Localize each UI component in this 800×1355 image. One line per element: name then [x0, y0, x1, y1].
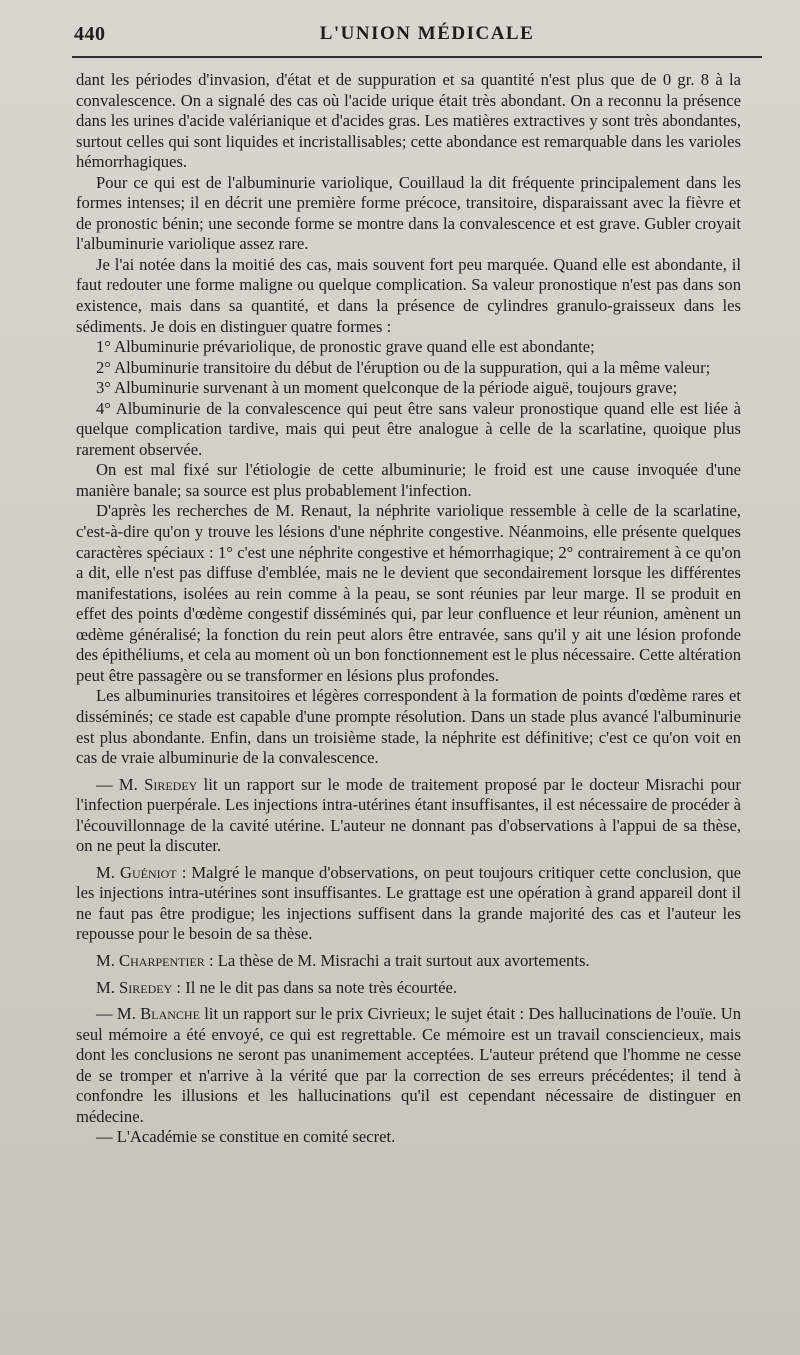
speaker-name: M. Siredey: [96, 977, 173, 997]
paragraph-gueniot: M. Guéniot : Malgré le manque d'observations, on peut toujours critiquer cette conclusion, que les injections intra-utérines sont insuffisantes. Le grattage est une opération à grand appareil dont il ne faut pas être prodigue; les injections suffisent dans la grande majorité des cas et l'auteur les repousse pour le besoin de sa thèse.: [76, 862, 741, 944]
paragraph: D'après les recherches de M. Renaut, la néphrite variolique ressemble à celle de la scarlatine, c'est-à-dire qu'on y trouve les lésions d'une néphrite congestive. Néanmoins, elle présente quelques caractères spéciaux : 1° c'est une néphrite congestive et hémorrhagique; 2° contrairement à ce qu'on a dit, elle n'est pas diffuse d'emblée, mais ne le devient que secondairement lorsque les différentes manifestations, isolées au rein comme à la peau, se sont réunies par leur marge. Il se produit en effet des points d'œdème congestif disséminés qui, par leur confluence et leur réunion, amènent un œdème généralisé; la fonction du rein peut alors être entravée, sans qu'il y ait une lésion profonde des épithéliums, et cela au moment où un bon fonctionnement est le plus nécessaire. Cette altération peut être passagère ou se transformer en lésions plus profondes.: [76, 501, 741, 685]
page-number: 440: [74, 22, 106, 45]
paragraph: Les albuminuries transitoires et légères correspondent à la formation de points d'œdème rares et disséminés; ce stade est capable d'une prompte résolution. Dans un stade plus avancé l'albuminurie est plus abondante. Enfin, dans un troisième stade, la néphrite est définitive; c'est ce qu'on voit en cas de vraie albuminurie de la convalescence.: [76, 686, 741, 768]
speaker-name: M. Guéniot: [96, 862, 177, 882]
speaker-name: — M. Siredey: [96, 774, 198, 794]
speaker-name: M. Charpentier: [96, 950, 205, 970]
list-item: 1° Albuminurie prévariolique, de pronostic grave quand elle est abondante;: [96, 337, 595, 357]
paragraph-siredey-reply: M. Siredey : Il ne le dit pas dans sa note très écourtée.: [96, 977, 458, 997]
page-header: [74, 18, 760, 50]
paragraph: Pour ce qui est de l'albuminurie variolique, Couillaud la dit fréquente principalement dans les formes intenses; il en décrit une première forme précoce, transitoire, disparaissant avec la fièvre et de pronostic bénin; une seconde forme se montre dans la convalescence et est grave. Gubler croyait l'albuminurie variolique assez rare.: [76, 172, 741, 254]
speaker-name: — M. Blanche: [96, 1004, 200, 1024]
paragraph-closing: — L'Académie se constitue en comité secret.: [96, 1127, 396, 1147]
list-item: 4° Albuminurie de la convalescence qui peut être sans valeur pronostique quand elle est liée à quelque complication tardive, mais qui peut être analogue à celle de la scarlatine, quoique plus rarement observée.: [76, 398, 741, 459]
paragraph: dant les périodes d'invasion, d'état et de suppuration et sa quantité n'est plus que de 0 gr. 8 à la convalescence. On a signalé des cas où l'acide urique était très abondant. On a reconnu la présence dans les urines d'acide valérianique et d'acides gras. Les matières extractives y sont très abondantes, surtout celles qui sont liquides et incristallisables; cette abondance est remarquable dans les varioles hémorrhagiques.: [76, 70, 741, 172]
paragraph-charpentier: M. Charpentier : La thèse de M. Misrachi a trait surtout aux avortements.: [96, 950, 590, 970]
list-item: 2° Albuminurie transitoire du début de l'éruption ou de la suppuration, qui a la même valeur;: [96, 357, 711, 377]
paragraph-siredey-report: — M. Siredey lit un rapport sur le mode de traitement proposé par le docteur Misrachi pour l'infection puerpérale. Les injections intra-utérines étant insuffisantes, il est nécessaire de procéder à l'écouvillonnage de la cavité utérine. L'auteur ne donnant pas d'observations à l'appui de sa thèse, on ne peut la discuter.: [76, 774, 741, 856]
header-rule: [72, 56, 762, 58]
paragraph-blanche: — M. Blanche lit un rapport sur le prix Civrieux; le sujet était : Des hallucinations de l'ouïe. Un seul mémoire a été envoyé, ce qui est regrettable. Ce mémoire est un travail consciencieux, mais dont les conclusions ne seront pas unanimement acceptées. L'auteur prétend que l'homme ne cesse de se tromper et n'arrive à la vérité que par la correction de ses erreurs précédentes; il tend à confondre les illusions et les hallucinations qu'il est cependant nécessaire de distinguer en médecine.: [76, 1004, 741, 1126]
running-title: L'UNION MÉDICALE: [319, 23, 535, 44]
paragraph: On est mal fixé sur l'étiologie de cette albuminurie; le froid est une cause invoquée d'une manière banale; sa source est plus probablement l'infection.: [76, 460, 741, 500]
body-text: [76, 70, 741, 1148]
list-item: 3° Albuminurie survenant à un moment quelconque de la période aiguë, toujours grave;: [96, 378, 678, 398]
paragraph: Je l'ai notée dans la moitié des cas, mais souvent fort peu marquée. Quand elle est abondante, il faut redouter une forme maligne ou quelque complication. Sa valeur pronostique n'est pas dans son existence, mais dans sa quantité, et dans la présence de cylindres granulo-graisseux dans les sédiments. Je dois en distinguer quatre formes :: [76, 254, 741, 336]
